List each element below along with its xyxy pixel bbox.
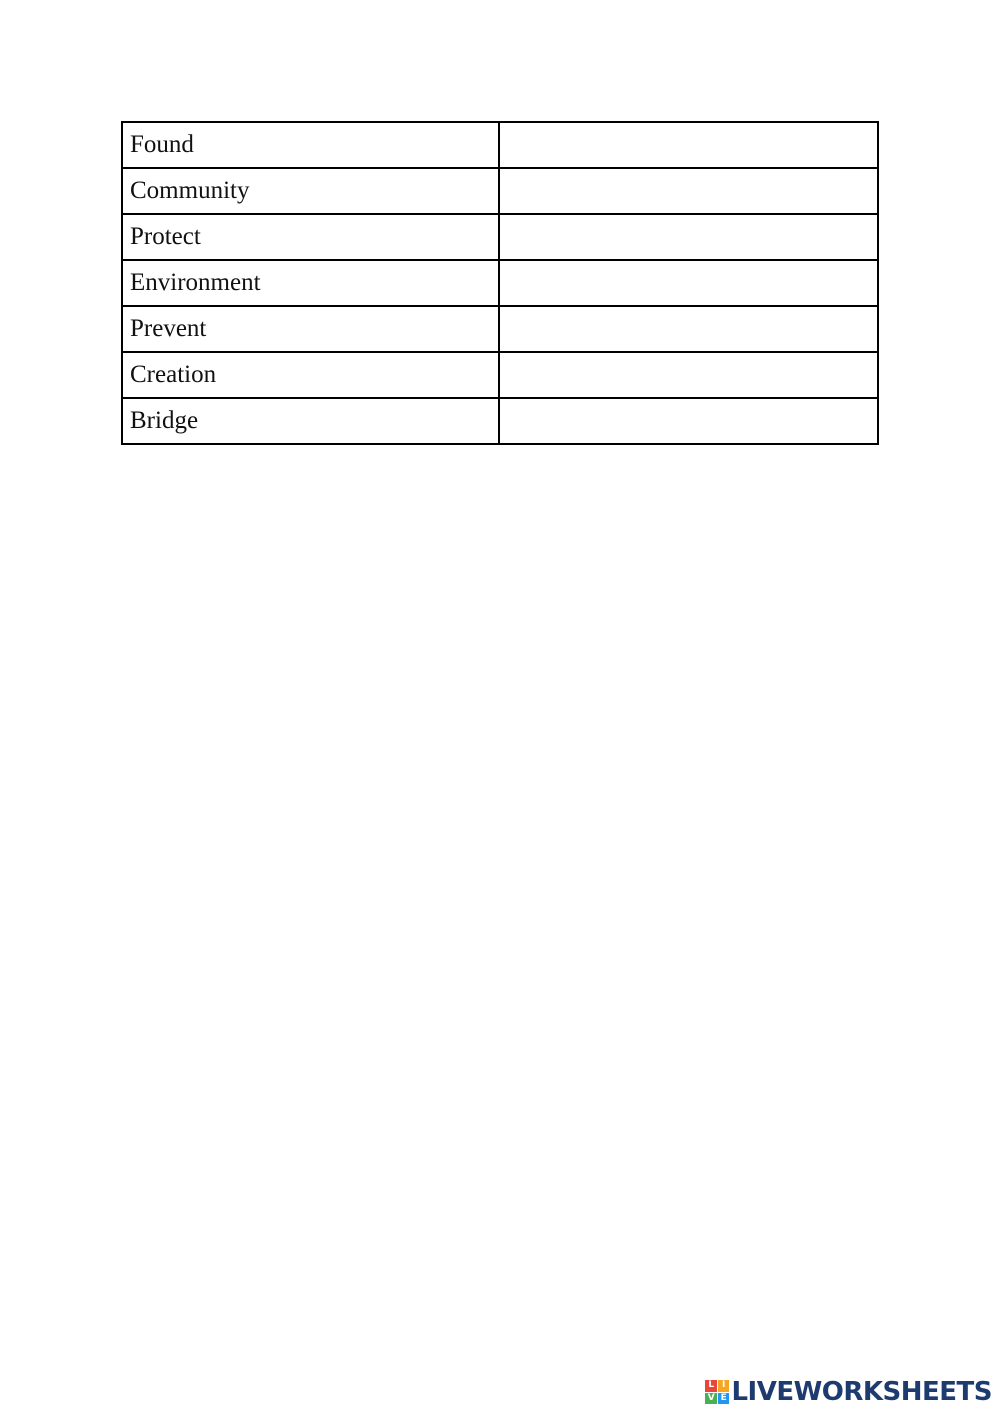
table-row	[122, 352, 878, 398]
logo-letter: L	[705, 1380, 717, 1392]
word-cell: Community	[122, 168, 499, 214]
answer-cell[interactable]	[499, 122, 878, 168]
liveworksheets-watermark	[705, 1377, 992, 1407]
word-cell: Creation	[122, 352, 499, 398]
logo-letter: V	[705, 1393, 717, 1405]
answer-cell[interactable]	[499, 260, 878, 306]
table-row	[122, 122, 878, 168]
answer-cell[interactable]	[499, 168, 878, 214]
table-row	[122, 260, 878, 306]
answer-cell[interactable]	[499, 306, 878, 352]
word-cell: Prevent	[122, 306, 499, 352]
logo-letter: I	[718, 1380, 730, 1392]
table-row	[122, 306, 878, 352]
word-cell: Environment	[122, 260, 499, 306]
word-cell: Protect	[122, 214, 499, 260]
table-row	[122, 214, 878, 260]
word-cell: Bridge	[122, 398, 499, 444]
table-row	[122, 398, 878, 444]
logo-letter: E	[718, 1393, 730, 1405]
vocabulary-table	[121, 121, 879, 445]
liveworksheets-logo-icon	[705, 1380, 729, 1404]
watermark-text: LIVEWORKSHEETS	[731, 1377, 992, 1407]
answer-cell[interactable]	[499, 214, 878, 260]
table-row	[122, 168, 878, 214]
word-cell: Found	[122, 122, 499, 168]
answer-cell[interactable]	[499, 398, 878, 444]
answer-cell[interactable]	[499, 352, 878, 398]
